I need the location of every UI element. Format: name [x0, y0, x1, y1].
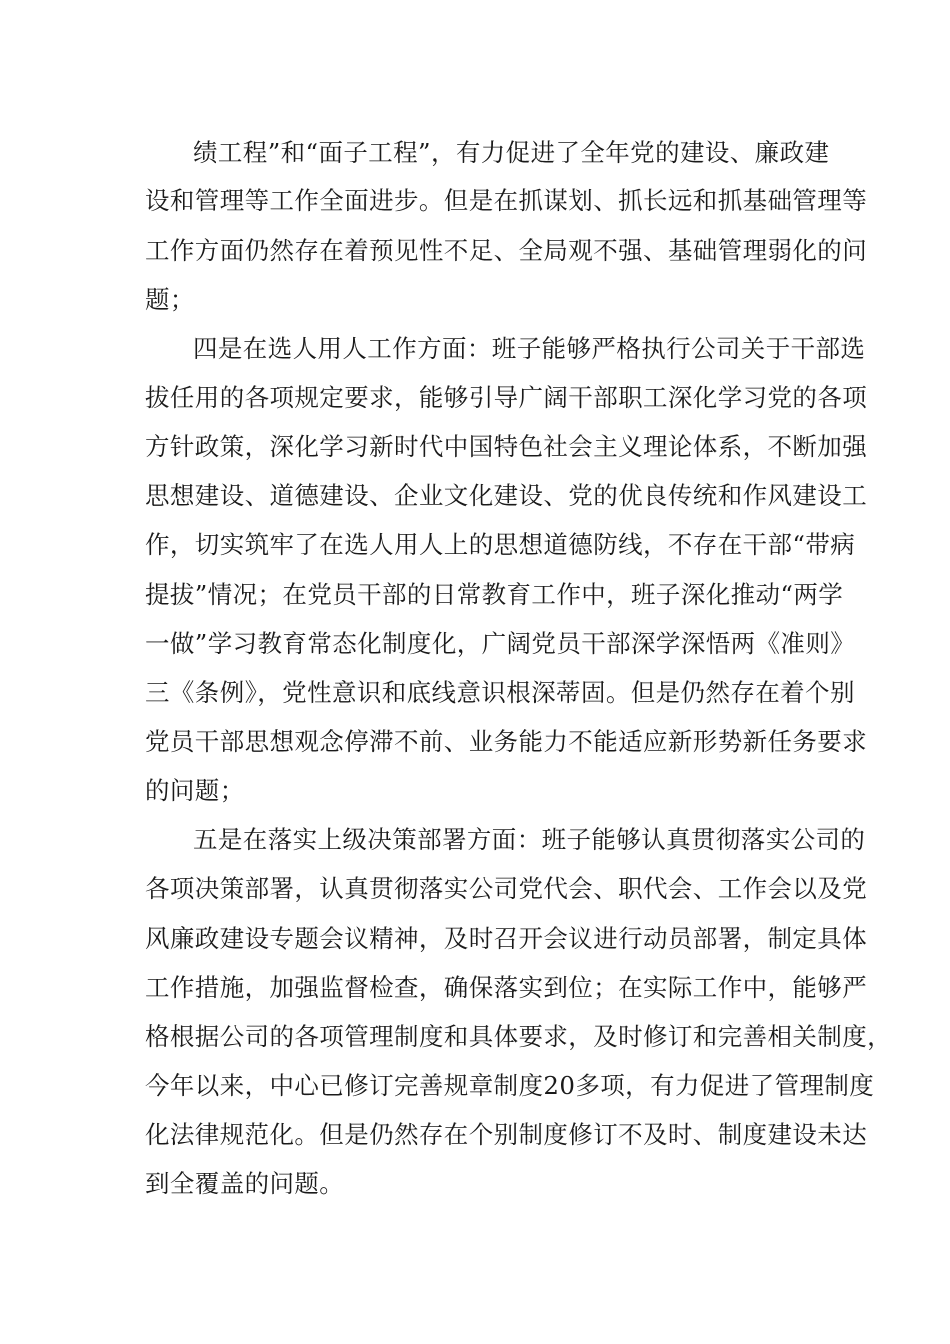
- text-line: 三《条例》，党性意识和底线意识根深蒂固。但是仍然存在着个别: [145, 678, 855, 707]
- text-line: 化法律规范化。但是仍然存在个别制度修订不及时、制度建设未达: [145, 1120, 868, 1149]
- text-line: 题；: [145, 285, 195, 314]
- text-line: 格根据公司的各项管理制度和具体要求，及时修订和完善相关制度，: [145, 1022, 892, 1051]
- text-line: 工作方面仍然存在着预见性不足、全局观不强、基础管理弱化的问: [145, 236, 868, 265]
- text-line: 五是在落实上级决策部署方面：班子能够认真贯彻落实公司的: [193, 825, 866, 854]
- text-line: 风廉政建设专题会议精神，及时召开会议进行动员部署，制定具体: [145, 924, 868, 953]
- text-line: 的问题；: [145, 776, 245, 805]
- text-line: 今年以来，中心已修订完善规章制度20多项，有力促进了管理制度: [145, 1071, 875, 1100]
- text-line: 思想建设、道德建设、企业文化建设、党的优良传统和作风建设工: [145, 481, 868, 510]
- text-line: 各项决策部署，认真贯彻落实公司党代会、职代会、工作会以及党: [145, 874, 868, 903]
- text-line: 拔任用的各项规定要求，能够引导广阔干部职工深化学习党的各项: [145, 383, 868, 412]
- text-line: 四是在选人用人工作方面：班子能够严格执行公司关于干部选: [193, 334, 866, 363]
- text-line: 绩工程”和“面子工程”，有力促进了全年党的建设、廉政建: [193, 138, 830, 167]
- text-line: 提拔”情况；在党员干部的日常教育工作中，班子深化推动“两学: [145, 580, 844, 609]
- text-line: 到全覆盖的问题。: [145, 1169, 345, 1198]
- text-line: 一做”学习教育常态化制度化，广阔党员干部深学深悟两《准则》: [145, 629, 856, 658]
- text-line: 工作措施，加强监督检查，确保落实到位；在实际工作中，能够严: [145, 973, 868, 1002]
- text-line: 作，切实筑牢了在选人用人上的思想道德防线，不存在干部“带病: [145, 530, 856, 559]
- text-line: 设和管理等工作全面进步。但是在抓谋划、抓长远和抓基础管理等: [145, 186, 868, 215]
- text-line: 党员干部思想观念停滞不前、业务能力不能适应新形势新任务要求: [145, 727, 868, 756]
- text-line: 方针政策，深化学习新时代中国特色社会主义理论体系，不断加强: [145, 432, 868, 461]
